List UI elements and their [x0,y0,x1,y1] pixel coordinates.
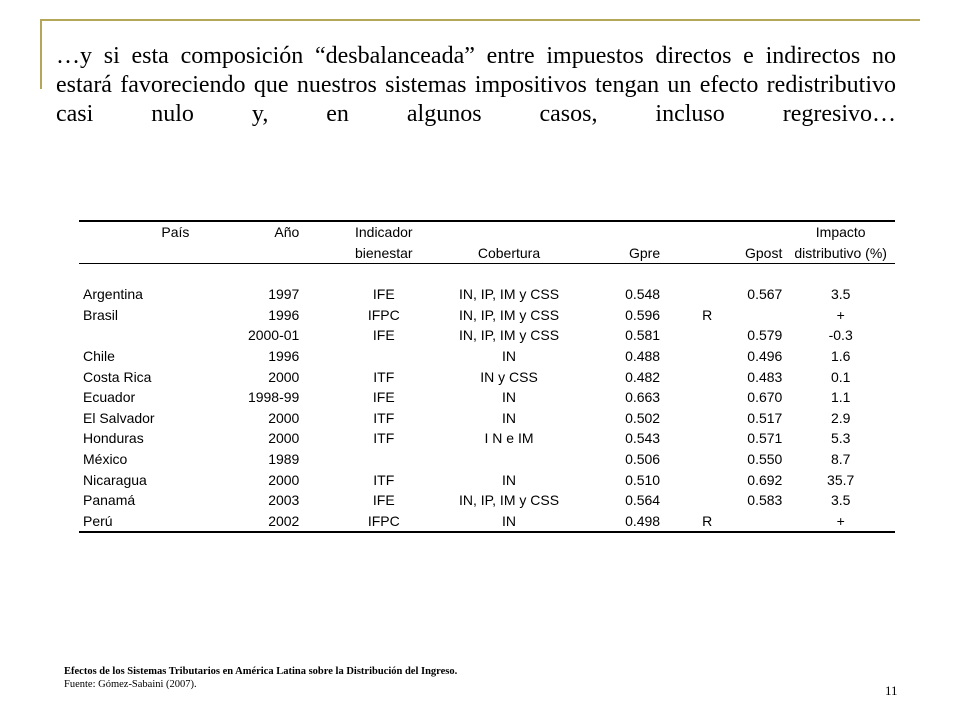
cell-impacto: 35.7 [827,471,855,488]
slide-title: …y si esta composición “desbalanceada” entre impuestos directos e indirectos no estará favoreciendo que nuestros sistemas impositivos tengan un efecto redistributivo casi nulo y, en algunos casos, incluso regresivo… [56,43,896,127]
cell-ano: 2000-01 [247,327,300,344]
cell-impacto: 1.6 [830,347,851,364]
cell-ano: 1996 [268,306,300,323]
cell-gpre: 0.506 [625,450,661,467]
cell-indicador: IFPC [367,512,400,529]
cell-impacto: 2.9 [830,409,851,426]
cell-cobertura: IN [502,512,516,529]
cell-ano: 1996 [268,347,300,364]
cell-gpost: R [702,306,713,323]
cell-indicador: IFE [372,286,395,303]
cell-pais: Brasil [83,306,119,323]
cell-gpost: 0.670 [747,389,783,406]
cell-cobertura: IN, IP, IM y CSS [458,306,560,323]
table-header-row-1 [79,222,895,243]
cell-gpost: 0.579 [747,327,783,344]
cell-impacto: 3.5 [830,492,851,509]
cell-indicador: IFE [372,389,395,406]
header-empty-pais [79,243,195,264]
table-row [79,325,895,346]
cell-indicador: IFE [372,327,395,344]
table-bottom-rule [79,532,895,533]
cell-gpost: 0.567 [747,286,783,303]
cell-impacto: 3.5 [830,286,851,303]
cell-gpre: 0.502 [625,409,661,426]
cell-ano: 2003 [268,492,300,509]
cell-impacto: + [836,306,845,323]
table-header-row-2 [79,243,895,264]
cell-ano: 1998-99 [247,389,300,406]
cell-pais: Ecuador [83,389,136,406]
header-impacto-2: distributivo (%) [786,243,895,264]
cell-ano: 2000 [268,430,300,447]
cell-indicador [325,449,434,470]
cell-gpost: 0.571 [747,430,783,447]
cell-impacto: + [836,512,845,529]
table-row [79,284,895,305]
cell-gpre: 0.663 [625,389,661,406]
table-row [79,367,895,388]
table-row [79,511,895,533]
cell-gpost: 0.483 [747,368,783,385]
page-number: 11 [885,683,898,698]
cell-pais: Panamá [83,492,136,509]
table-row [79,449,895,470]
decorative-top-rule [40,19,920,21]
table-row [79,305,895,326]
cell-pais: Costa Rica [83,368,152,385]
cell-cobertura: IN, IP, IM y CSS [458,286,560,303]
cell-pais [79,325,195,346]
cell-gpost: 0.583 [747,492,783,509]
cell-ano: 2000 [268,409,300,426]
cell-gpre: 0.482 [625,368,661,385]
header-indicador-1: Indicador [354,224,413,240]
cell-gpost: R [702,512,713,529]
table-row [79,346,895,367]
header-empty-gpre [584,222,664,243]
table-gap-row [79,264,895,285]
cell-indicador: ITF [373,368,395,385]
header-empty-gpost [664,222,786,243]
table-row [79,387,895,408]
cell-ano: 1989 [268,450,300,467]
cell-gpre: 0.581 [625,327,661,344]
cell-impacto: 0.1 [830,368,851,385]
header-pais: País [161,224,190,240]
table-row [79,428,895,449]
slide-footer [64,665,457,691]
cell-cobertura: IN [502,347,516,364]
cell-pais: México [83,450,128,467]
table-row [79,470,895,491]
cell-pais: Nicaragua [83,471,147,488]
cell-gpost: 0.517 [747,409,783,426]
header-indicador-2: bienestar [325,243,434,264]
cell-pais: Chile [83,347,115,364]
cell-impacto: 8.7 [830,450,851,467]
cell-indicador: IFE [372,492,395,509]
source-reference: Fuente: Gómez-Sabaini (2007). [64,679,197,690]
cell-cobertura: IN, IP, IM y CSS [458,327,560,344]
cell-cobertura: IN [502,389,516,406]
cell-impacto: -0.3 [828,327,853,344]
cell-cobertura: IN [502,471,516,488]
cell-gpre: 0.564 [625,492,661,509]
cell-cobertura: I N e IM [484,430,534,447]
cell-ano: 2002 [268,512,300,529]
cell-indicador: ITF [373,430,395,447]
header-empty-ano [195,243,325,264]
header-ano: Año [274,224,300,240]
cell-impacto: 1.1 [830,389,851,406]
cell-pais: Perú [83,512,113,529]
decorative-left-rule [40,19,42,89]
header-empty-cobertura [434,222,584,243]
header-impacto-1: Impacto [815,224,866,240]
cell-pais: Honduras [83,430,144,447]
cell-gpre: 0.596 [625,306,661,323]
table-row [79,408,895,429]
header-cobertura: Cobertura [434,243,584,264]
cell-cobertura: IN [502,409,516,426]
cell-pais: El Salvador [83,409,155,426]
cell-indicador: IFPC [367,306,400,323]
cell-gpost: 0.496 [747,347,783,364]
tax-impact-table [79,220,895,533]
cell-ano: 2000 [268,471,300,488]
cell-indicador: ITF [373,471,395,488]
cell-ano: 1997 [268,286,300,303]
header-gpre: Gpre [584,243,664,264]
cell-pais: Argentina [83,286,143,303]
cell-gpre: 0.488 [625,347,661,364]
cell-gpre: 0.510 [625,471,661,488]
cell-indicador: ITF [373,409,395,426]
cell-gpre: 0.548 [625,286,661,303]
cell-impacto: 5.3 [830,430,851,447]
source-title: Efectos de los Sistemas Tributarios en América Latina sobre la Distribución del Ingreso. [64,666,458,677]
cell-cobertura: IN y CSS [480,368,538,385]
cell-gpre: 0.498 [625,512,661,529]
cell-indicador [325,346,434,367]
cell-gpost: 0.692 [747,471,783,488]
cell-cobertura: IN, IP, IM y CSS [458,492,560,509]
header-gpost: Gpost [664,243,786,264]
table-row [79,490,895,511]
cell-cobertura [434,449,584,470]
cell-gpre: 0.543 [625,430,661,447]
cell-gpost: 0.550 [747,450,783,467]
cell-ano: 2000 [268,368,300,385]
